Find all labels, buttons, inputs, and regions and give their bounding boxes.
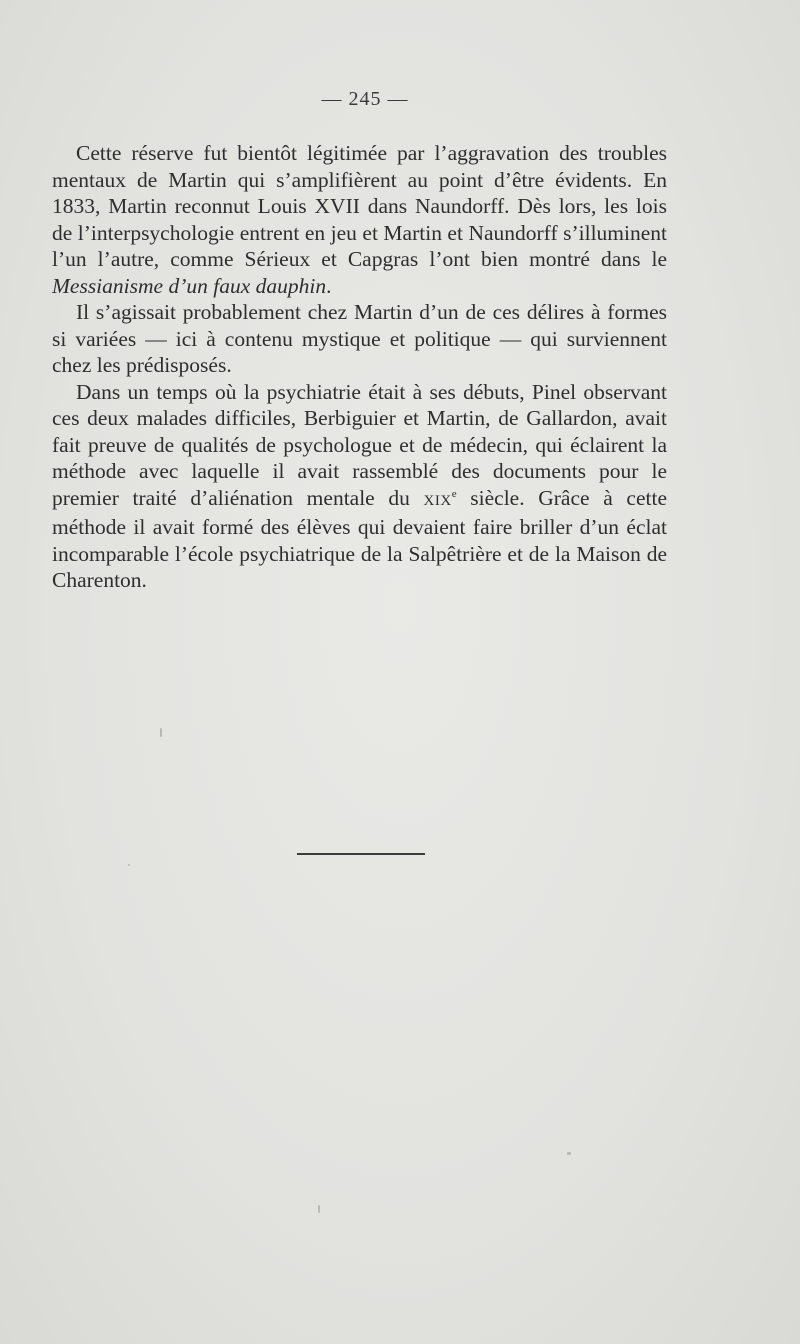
- paper-speck: [128, 864, 130, 866]
- body-text: [52, 140, 667, 594]
- paragraph-2-text: Il s’agissait probablement chez Martin d’un de ces délires à formes si variées — ici à contenu mystique et politique — qui surviennent chez les prédisposés.: [52, 300, 667, 377]
- paper-speck: [160, 728, 162, 737]
- century-superscript: e: [451, 487, 457, 500]
- century-numeral: XIX: [423, 492, 452, 509]
- paper-speck: [567, 1152, 571, 1155]
- end-rule-divider: [297, 853, 425, 855]
- paragraph-3-text: Dans un temps où la psychiatrie était à ses débuts, Pinel observant ces deux malades difficiles, Berbiguier et Martin, de Gallardon, avait fait preuve de qualités de psychologue et de médecin, qui éclairent la méthode avec laquelle il avait rassemblé des documents pour le premier traité d’aliénation mentale du: [52, 379, 667, 510]
- book-title-italic: Messianisme d’un faux dauphin: [52, 273, 327, 298]
- paragraph-3-end: siècle. Grâce à cette méthode il avait formé des élèves qui devaient faire briller d’un éclat incomparable l’école psychiatrique de la Salpêtrière et de la Maison de Charenton.: [52, 485, 667, 592]
- paragraph-1: [52, 140, 667, 299]
- page-number: — 245 —: [321, 88, 409, 110]
- paragraph-3: [52, 379, 667, 594]
- paragraph-1-text: Cette réserve fut bientôt légitimée par l’aggravation des troubles mentaux de Martin qui s’amplifièrent au point d’être évidents. En 1833, Martin reconnut Louis XVII dans Naundorff. Dès lors, les lois de l’interpsychologie entrent en jeu et Martin et Naundorff s’illuminent l’un l’autre, comme Sérieux et Capgras l’ont bien montré dans le: [52, 141, 667, 271]
- paragraph-2: [52, 299, 667, 379]
- paragraph-1-end: .: [326, 273, 332, 298]
- paper-speck: [318, 1205, 320, 1213]
